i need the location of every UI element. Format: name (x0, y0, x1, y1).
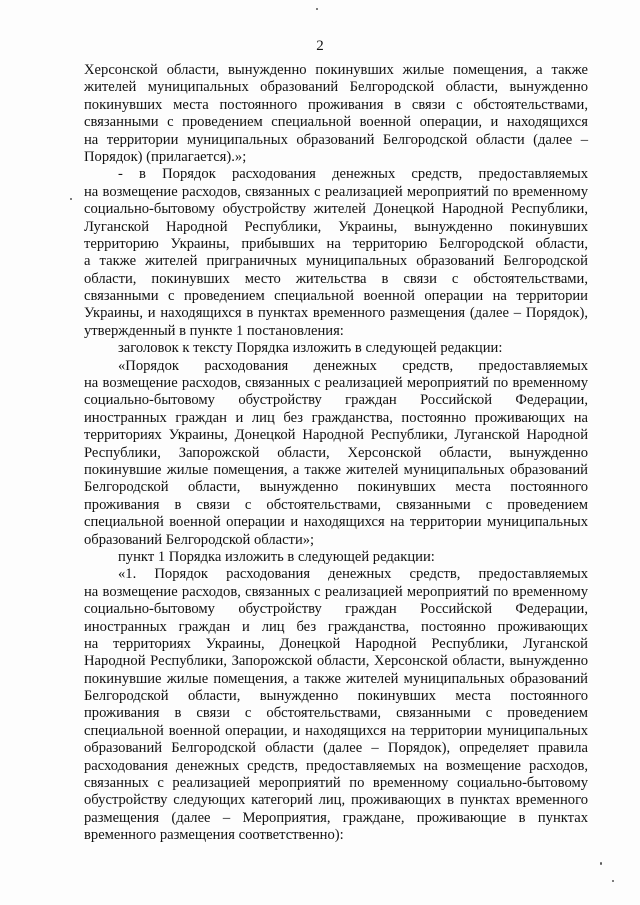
text-line: Республики, Запорожской области, Херсонской области, вынужденно (84, 444, 588, 461)
text-line: связанных с реализацией мероприятий по временному социально-бытовому (84, 775, 588, 792)
text-line: обустройству следующих категорий лиц, проживающих в пунктах временного (84, 792, 588, 809)
text-line: а также жителей приграничных муниципальных образований Белгородской (84, 253, 588, 270)
text-line: утвержденный в пункте 1 постановления: (84, 322, 344, 339)
text-line: «1. Порядок расходования денежных средств, предоставляемых (118, 566, 588, 583)
text-line: социально-бытовому обустройству граждан Российской Федерации, (84, 601, 588, 618)
text-line: - в Порядок расходования денежных средств, предоставляемых (118, 166, 588, 183)
text-line: жителей муниципальных образований Белгородской области, вынужденно (84, 79, 588, 96)
text-line: на возмещение расходов, связанных с реализацией мероприятий по временному (84, 583, 588, 600)
text-line: Украины, и находящихся в пунктах временного размещения (далее – Порядок), (84, 305, 588, 322)
text-line: связанными с проведением специальной военной операции, и находящихся (84, 114, 588, 131)
text-line: расходования денежных средств, предоставляемых на возмещение расходов, (84, 757, 588, 774)
text-line: «Порядок расходования денежных средств, предоставляемых (118, 357, 588, 374)
text-line: проживания в связи с обстоятельствами, связанными с проведением (84, 705, 588, 722)
text-line: на возмещение расходов, связанных с реализацией мероприятий по временному (84, 375, 588, 392)
text-line: Порядок) (прилагается).»; (84, 148, 247, 165)
text-line: территорию Украины, прибывших на территорию Белгородской области, (84, 235, 588, 252)
scan-speck (316, 8, 318, 10)
text-line: социально-бытовому обустройству граждан Российской Федерации, (84, 392, 588, 409)
text-line: покинувшие жилые помещения, а также жителей муниципальных образований (84, 670, 588, 687)
text-line: Херсонской области, вынужденно покинувших жилые помещения, а также (84, 62, 588, 78)
text-line: на территории муниципальных образований Белгородской области (далее – (84, 131, 588, 148)
text-line: на возмещение расходов, связанных с реализацией мероприятий по временному (84, 183, 588, 200)
text-line: специальной военной операции, и находящихся на территории муниципальных (84, 722, 588, 739)
text-line: временного размещения соответственно): (84, 827, 344, 844)
scan-speck (600, 862, 602, 865)
scan-speck (70, 198, 72, 200)
text-line: территориях Украины, Донецкой Народной Республики, Луганской Народной (84, 427, 588, 444)
text-line: связанными с проведением специальной военной операции на территории (84, 288, 588, 305)
text-line: Белгородской области, вынужденно покинувших места постоянного (84, 479, 588, 496)
text-line: размещения (далее – Мероприятия, граждане, проживающие в пунктах (84, 809, 588, 826)
text-line: пункт 1 Порядка изложить в следующей редакции: (118, 548, 435, 565)
text-line: Белгородской области, вынужденно покинувших места постоянного (84, 688, 588, 705)
text-line: проживания в связи с обстоятельствами, связанными с проведением (84, 496, 588, 513)
text-line: социально-бытовому обустройству жителей Донецкой Народной Республики, (84, 201, 588, 218)
page-number: 2 (316, 38, 324, 54)
text-line: иностранных граждан и лиц без гражданства, постоянно проживающих (84, 618, 588, 635)
text-line: области, покинувших место жительства в связи с обстоятельствами, (84, 270, 588, 287)
text-line: заголовок к тексту Порядка изложить в следующей редакции: (118, 340, 503, 357)
text-line: покинувших места постоянного проживания в связи с обстоятельствами, (84, 96, 588, 113)
text-line: образований Белгородской области»; (84, 531, 315, 548)
text-line: Народной Республики, Запорожской области, Херсонской области, вынужденно (84, 653, 588, 670)
text-line: образований Белгородской области (далее – Порядок), определяет правила (84, 740, 588, 757)
text-line: Луганской Народной Республики, Украины, вынужденно покинувших (84, 218, 588, 235)
document-text (84, 62, 588, 845)
text-line: иностранных граждан и лиц без гражданства, постоянно проживающих на (84, 409, 588, 426)
text-line: специальной военной операции и находящихся на территории муниципальных (84, 514, 588, 531)
text-line: на территориях Украины, Донецкой Народной Республики, Луганской (84, 635, 588, 652)
scan-speck (612, 880, 614, 882)
text-line: покинувшие жилые помещения, а также жителей муниципальных образований (84, 461, 588, 478)
